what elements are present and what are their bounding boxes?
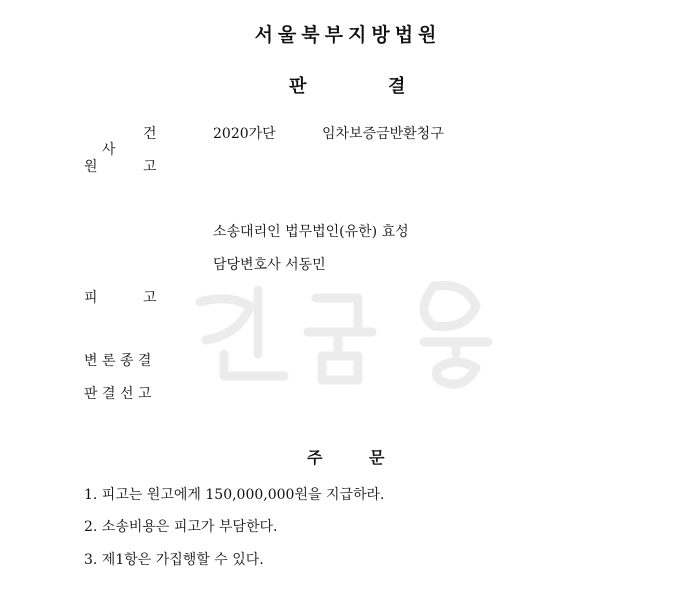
case-name: 임차보증금반환청구 [322,126,444,142]
attorney-in-charge: 담당변호사 서동민 [213,257,326,273]
defendant-label-2: 고 [143,290,157,306]
court-name: 서울북부지방법원 [254,24,442,46]
order-item-1: 1. 피고는 원고에게 150,000,000원을 지급하라. [84,487,385,503]
document-title-char-2: 결 [388,76,406,97]
case-label-char-1: 사 [101,142,116,158]
order-item-2: 2. 소송비용은 피고가 부담한다. [84,519,278,535]
document-title-char-1: 판 [289,76,307,97]
order-title-char-2: 문 [369,448,385,467]
case-label-2: 건 [143,126,157,142]
defendant-label: 피 [84,290,98,306]
plaintiff-label-2: 고 [143,159,157,175]
closing-argument-label: 변 론 종 결 [84,353,152,369]
legal-agent: 소송대리인 법무법인(유한) 효성 [213,224,409,240]
case-number: 2020가단 [213,126,276,142]
order-item-3: 3. 제1항은 가집행할 수 있다. [84,552,264,568]
plaintiff-label: 원 [84,159,98,175]
watermark-graphic [188,272,508,392]
order-title-char-1: 주 [307,448,323,467]
judgment-date-label: 판 결 선 고 [84,386,152,402]
